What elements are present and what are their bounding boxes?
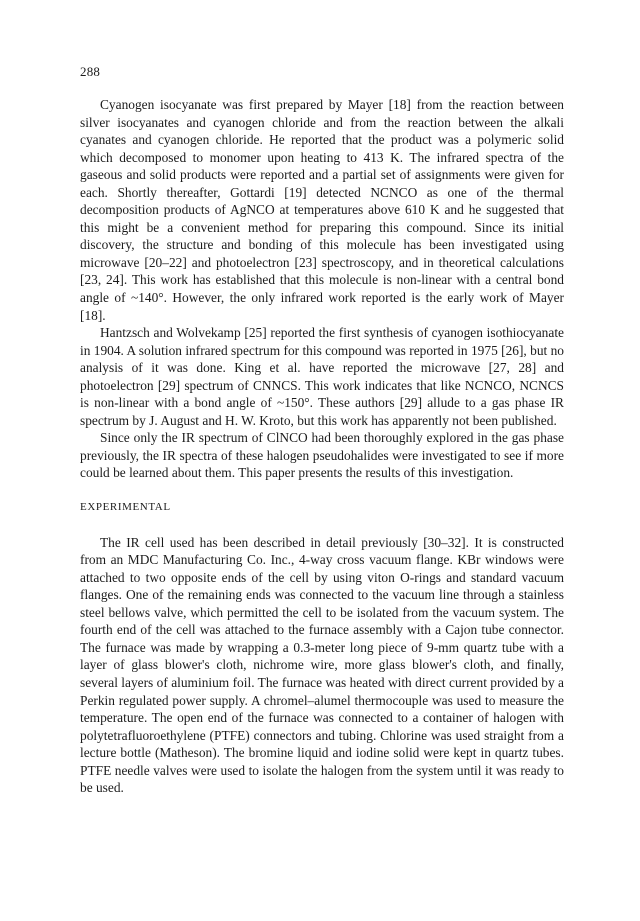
- page-number: 288: [80, 64, 101, 79]
- paragraph-intro-3: Since only the IR spectrum of ClNCO had been thoroughly explored in the gas phase previously, the IR spectra of these halogen pseudohalides were investigated to see if more could be learned about them. This paper presents the results of this investigation.: [80, 430, 564, 481]
- paragraph-experimental-1: The IR cell used has been described in detail previously [30–32]. It is constructed from an MDC Manufacturing Co. Inc., 4-way cross vacuum flange. KBr windows were attached to two opposite ends of the cell by using viton O-rings and standard vacuum flanges. One of the remaining ends was connected to the vacuum line through a stainless steel bellows valve, which permitted the cell to be isolated from the vacuum system. The fourth end of the cell was attached to the furnace assembly with a Cajon tube connector. The furnace was made by wrapping a 0.3-meter long piece of 9-mm quartz tube with a layer of glass blower's cloth, nichrome wire, more glass blower's cloth, and finally, several layers of aluminium foil. The furnace was heated with direct current provided by a Perkin regulated power supply. A chromel–alumel thermocouple was used to measure the temperature. The open end of the furnace was connected to a container of halogen with polytetrafluoroethylene (PTFE) connectors and tubing. Chlorine was used straight from a lecture bottle (Matheson). The bromine liquid and iodine solid were kept in quartz tubes. PTFE needle valves were used to isolate the halogen from the system until it was ready to be used.: [80, 534, 564, 796]
- section-heading-experimental: EXPERIMENTAL: [80, 501, 171, 514]
- paragraph-intro-2: Hantzsch and Wolvekamp [25] reported the first synthesis of cyanogen isothiocyanate in 1904. A solution infrared spectrum for this compound was reported in 1975 [26], but no analysis of it was done. King et al. have reported the microwave [27, 28] and photoelectron [29] spectrum of CNNCS. This work indicates that like NCNCO, NCNCS is non-linear with a bond angle of ~150°. These authors [29] allude to a gas phase IR spectrum by J. August and H. W. Kroto, but this work has apparently not been published.: [80, 325, 564, 428]
- paragraph-intro-1: Cyanogen isocyanate was first prepared by Mayer [18] from the reaction between silver isocyanates and cyanogen chloride and from the reaction between the alkali cyanates and cyanogen chloride. He reported that the product was a polymeric solid which decomposed to monomer upon heating to 413 K. The infrared spectra of the gaseous and solid products were reported and a partial set of assignments were given for each. Shortly thereafter, Gottardi [19] detected NCNCO as one of the thermal decomposition products of AgNCO at temperatures above 610 K and he suggested that this might be a convenient method for preparing this compound. Since its initial discovery, the structure and bonding of this molecule has been investigated using microwave [20–22] and photoelectron [23] spectroscopy, and in theoretical calculations [23, 24]. This work has established that this molecule is non-linear with a central bond angle of ~140°. However, the only infrared work reported is the early work of Mayer [18].: [80, 97, 564, 323]
- body-text: [80, 96, 564, 797]
